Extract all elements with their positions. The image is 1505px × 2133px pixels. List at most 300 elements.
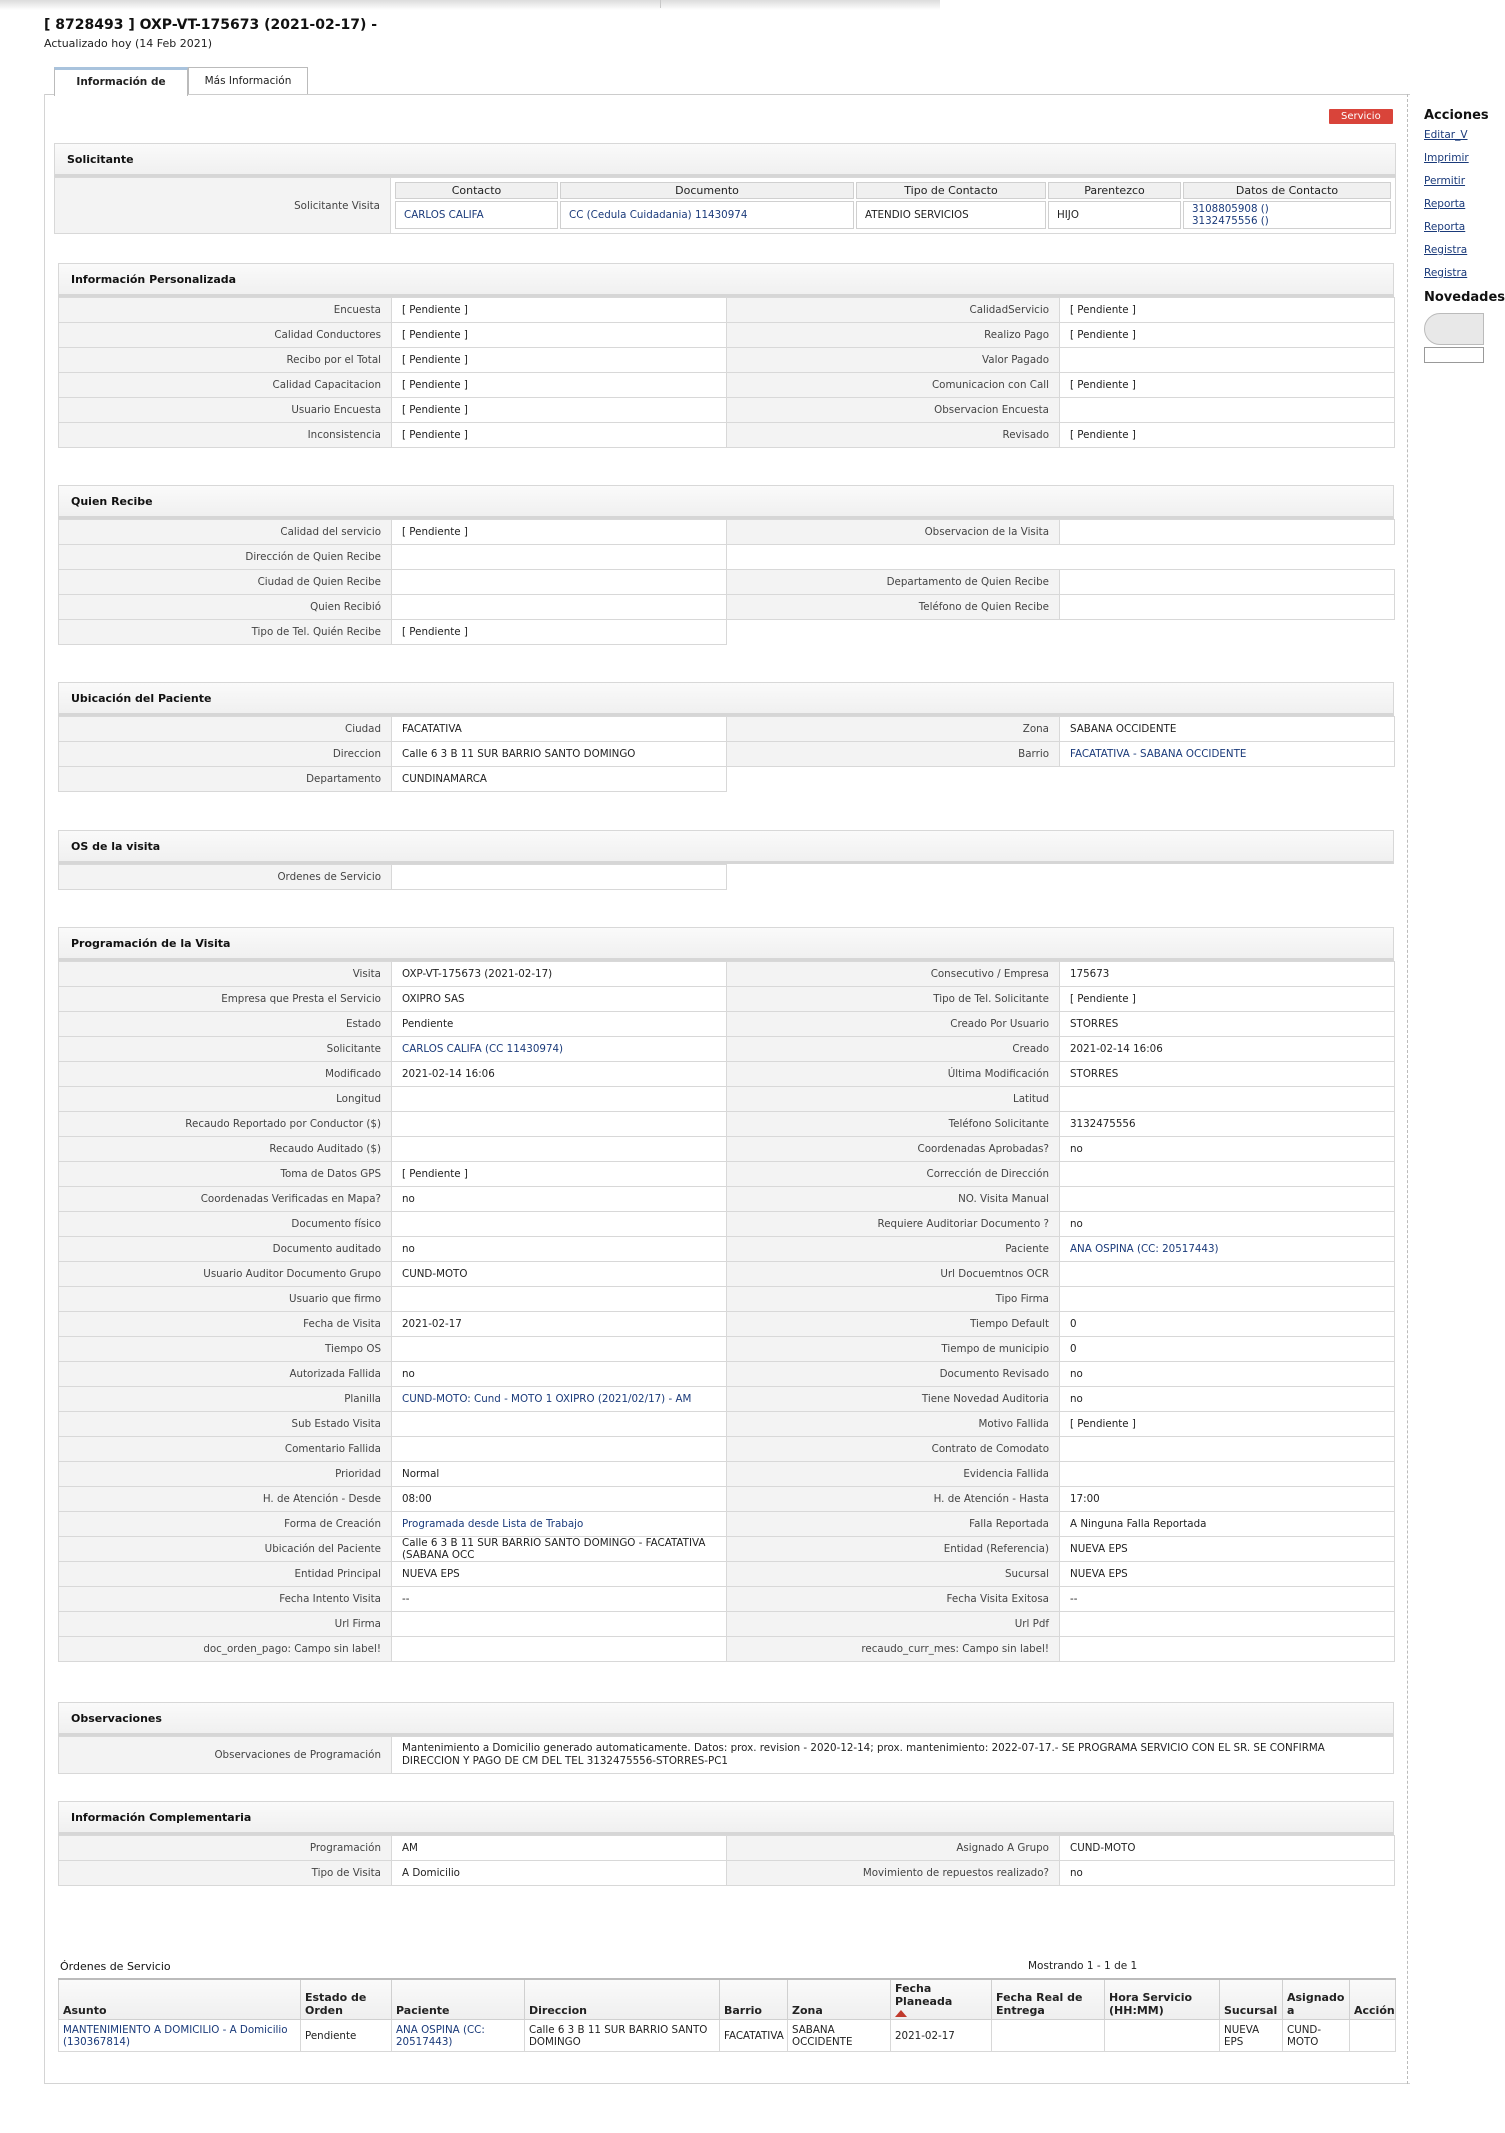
field-value[interactable]: [ Pendiente ] (392, 323, 727, 348)
field-value (392, 1212, 727, 1237)
field-value (392, 595, 727, 620)
field-label: Corrección de Dirección (727, 1162, 1060, 1187)
col-header-paciente[interactable]: Paciente (392, 1979, 525, 2020)
field-value: FACATATIVA (392, 717, 727, 742)
panel-divider (1407, 94, 1408, 2084)
field-value (1060, 1612, 1395, 1637)
field-label: Empresa que Presta el Servicio (59, 987, 392, 1012)
field-value: AM (392, 1836, 727, 1861)
field-label: Calidad Capacitacion (59, 373, 392, 398)
col-header-label: Fecha Planeada (895, 1982, 953, 2008)
field-value[interactable]: [ Pendiente ] (1060, 323, 1395, 348)
contact-phone-2[interactable]: 3132475556 () (1192, 215, 1269, 227)
field-label: Paciente (727, 1237, 1060, 1262)
order-zona: SABANA OCCIDENTE (788, 2020, 891, 2052)
field-label: Tiene Novedad Auditoria (727, 1387, 1060, 1412)
field-label: Autorizada Fallida (59, 1362, 392, 1387)
field-label: Estado (59, 1012, 392, 1037)
field-label: CalidadServicio (727, 298, 1060, 323)
section-observaciones (58, 1702, 1394, 1774)
field-value[interactable]: [ Pendiente ] (392, 373, 727, 398)
field-label: Tipo de Tel. Solicitante (727, 987, 1060, 1012)
field-value: CUNDINAMARCA (392, 767, 727, 792)
form-row (59, 570, 1395, 595)
col-header-fecha-planeada[interactable] (891, 1979, 992, 2020)
section-solicitante (54, 143, 1396, 234)
form-row (59, 767, 1395, 792)
field-value: no (1060, 1362, 1395, 1387)
section-title: OS de la visita (58, 830, 1394, 864)
form-row (59, 1637, 1395, 1662)
field-label: Observacion Encuesta (727, 398, 1060, 423)
field-label: Programación (59, 1836, 392, 1861)
form-row (59, 1312, 1395, 1337)
field-value: 17:00 (1060, 1487, 1395, 1512)
field-label: H. de Atención - Hasta (727, 1487, 1060, 1512)
field-value: 0 (1060, 1337, 1395, 1362)
form-row (59, 1462, 1395, 1487)
col-header-direccion[interactable]: Direccion (525, 1979, 720, 2020)
field-value: Calle 6 3 B 11 SUR BARRIO SANTO DOMINGO (392, 742, 727, 767)
page-updated: Actualizado hoy (14 Feb 2021) (44, 37, 212, 50)
field-value (1060, 1287, 1395, 1312)
field-label: Tiempo de municipio (727, 1337, 1060, 1362)
field-label: Ordenes de Servicio (59, 865, 392, 890)
field-label: Zona (727, 717, 1060, 742)
field-value[interactable]: FACATATIVA - SABANA OCCIDENTE (1060, 742, 1395, 767)
field-value (392, 1112, 727, 1137)
field-label: Sub Estado Visita (59, 1412, 392, 1437)
field-label: Inconsistencia (59, 423, 392, 448)
col-header: Datos de Contacto (1183, 182, 1391, 199)
top-separator (660, 0, 661, 8)
field-value: Normal (392, 1462, 727, 1487)
field-label: Fecha de Visita (59, 1312, 392, 1337)
actions-title: Acciones (1424, 108, 1489, 123)
col-header: Contacto (395, 182, 558, 199)
field-value (1060, 1187, 1395, 1212)
order-address: Calle 6 3 B 11 SUR BARRIO SANTO DOMINGO (525, 2020, 720, 2052)
field-label: Calidad del servicio (59, 520, 392, 545)
field-label: Quien Recibió (59, 595, 392, 620)
form-row (59, 595, 1395, 620)
field-label: Longitud (59, 1087, 392, 1112)
field-label: Tiempo Default (727, 1312, 1060, 1337)
quien-recibe-table (58, 519, 1395, 645)
orders-count: Mostrando 1 - 1 de 1 (1028, 1960, 1138, 1972)
field-value: STORRES (1060, 1012, 1395, 1037)
field-label: Asignado A Grupo (727, 1836, 1060, 1861)
contacts-table (393, 180, 1393, 231)
field-label: doc_orden_pago: Campo sin label! (59, 1637, 392, 1662)
field-label: Calidad Conductores (59, 323, 392, 348)
section-complementaria (58, 1801, 1394, 1886)
action-link-registra-2[interactable]: Registra (1424, 267, 1468, 279)
actions-links (1424, 129, 1467, 290)
field-value: CARLOS CALIFA (CC 11430974) (392, 1037, 727, 1062)
novedad-input[interactable] (1424, 347, 1484, 363)
field-value: Calle 6 3 B 11 SUR BARRIO SANTO DOMINGO - FACATATIVA (SABANA OCC (392, 1537, 727, 1562)
tab-mas-informacion[interactable]: Más Información (188, 67, 308, 94)
field-label: Documento Revisado (727, 1362, 1060, 1387)
field-label: Departamento de Quien Recibe (727, 570, 1060, 595)
contact-name[interactable]: CARLOS CALIFA (395, 201, 558, 229)
section-personalizada (58, 263, 1394, 448)
contacts-cell (391, 178, 1396, 234)
field-label: Comunicacion con Call (727, 373, 1060, 398)
orders-table (58, 1978, 1396, 2052)
order-patient-link[interactable]: ANA OSPINA (CC: 20517443) (392, 2020, 525, 2052)
field-label: Tipo Firma (727, 1287, 1060, 1312)
contact-type: ATENDIO SERVICIOS (856, 201, 1046, 229)
empty-cell (727, 620, 1395, 645)
field-label: Solicitante Visita (55, 178, 391, 234)
field-label: Toma de Datos GPS (59, 1162, 392, 1187)
field-label: Encuesta (59, 298, 392, 323)
field-value: A Domicilio (392, 1861, 727, 1886)
cloud-icon (1424, 313, 1484, 345)
field-value (1060, 595, 1395, 620)
section-title: Ubicación del Paciente (58, 682, 1394, 716)
contact-relation: HIJO (1048, 201, 1181, 229)
col-header-asignado[interactable]: Asignado a (1283, 1979, 1350, 2020)
field-label: Observaciones de Programación (59, 1737, 392, 1774)
field-value: 2021-02-14 16:06 (392, 1062, 727, 1087)
field-value (392, 1637, 727, 1662)
field-label: Ciudad (59, 717, 392, 742)
action-link-reporta-1[interactable]: Reporta (1424, 198, 1466, 210)
field-label: Creado (727, 1037, 1060, 1062)
programacion-table (58, 961, 1395, 1662)
field-value (1060, 1462, 1395, 1487)
order-sucursal: NUEVA EPS (1220, 2020, 1283, 2052)
field-label: Valor Pagado (727, 348, 1060, 373)
field-value: A Ninguna Falla Reportada (1060, 1512, 1395, 1537)
field-value[interactable]: [ Pendiente ] (1060, 298, 1395, 323)
field-value: SABANA OCCIDENTE (1060, 717, 1395, 742)
action-link-reporta-2[interactable]: Reporta (1424, 221, 1466, 233)
field-value: no (392, 1237, 727, 1262)
field-value: STORRES (1060, 1062, 1395, 1087)
field-value[interactable]: [ Pendiente ] (392, 423, 727, 448)
field-value: 08:00 (392, 1487, 727, 1512)
order-hora (1105, 2020, 1220, 2052)
action-link-imprimir[interactable]: Imprimir (1424, 152, 1469, 164)
sort-asc-icon (895, 2010, 907, 2017)
actions-sidebar (1424, 108, 1505, 363)
field-value (1060, 1087, 1395, 1112)
field-value (392, 1137, 727, 1162)
form-row (59, 1262, 1395, 1287)
field-label: Sucursal (727, 1562, 1060, 1587)
field-value: [ Pendiente ] (1060, 987, 1395, 1012)
field-label: Observacion de la Visita (727, 520, 1060, 545)
personalizada-table (58, 297, 1395, 448)
col-header-barrio[interactable]: Barrio (720, 1979, 788, 2020)
field-label: Revisado (727, 423, 1060, 448)
tab-informacion[interactable]: Información de (54, 67, 188, 96)
field-value (392, 1337, 727, 1362)
field-value: 0 (1060, 1312, 1395, 1337)
field-label: Departamento (59, 767, 392, 792)
section-title: Información Personalizada (58, 263, 1394, 297)
field-value: OXP-VT-175673 (2021-02-17) (392, 962, 727, 987)
form-row (59, 1836, 1395, 1861)
section-title: Quien Recibe (58, 485, 1394, 519)
field-value: CUND-MOTO (392, 1262, 727, 1287)
field-label: Evidencia Fallida (727, 1462, 1060, 1487)
field-value[interactable]: [ Pendiente ] (392, 620, 727, 645)
field-value[interactable]: [ Pendiente ] (392, 398, 727, 423)
orders-title: Órdenes de Servicio (60, 1960, 171, 1973)
contact-document: CC (Cedula Cuidadania) 11430974 (560, 201, 854, 229)
field-value (1060, 570, 1395, 595)
field-value (1060, 1162, 1395, 1187)
field-label: Fecha Visita Exitosa (727, 1587, 1060, 1612)
field-label: Coordenadas Verificadas en Mapa? (59, 1187, 392, 1212)
field-value: ANA OSPINA (CC: 20517443) (1060, 1237, 1395, 1262)
field-value: CUND-MOTO: Cund - MOTO 1 OXIPRO (2021/02/17) - AM (392, 1387, 727, 1412)
field-label: Movimiento de repuestos realizado? (727, 1861, 1060, 1886)
field-value (392, 865, 727, 890)
field-label: Dirección de Quien Recibe (59, 545, 392, 570)
form-row (59, 1412, 1395, 1437)
field-value: OXIPRO SAS (392, 987, 727, 1012)
form-row (59, 373, 1395, 398)
novedades-title: Novedades (1424, 290, 1505, 305)
field-label: Tipo de Tel. Quién Recibe (59, 620, 392, 645)
field-label: Documento físico (59, 1212, 392, 1237)
field-value: 2021-02-17 (392, 1312, 727, 1337)
col-header-estado[interactable]: Estado de Orden (301, 1979, 392, 2020)
os-visita-table (58, 864, 1394, 890)
page-title: [ 8728493 ] OXP-VT-175673 (2021-02-17) - (44, 17, 378, 33)
section-title: Observaciones (58, 1702, 1394, 1736)
field-label: Contrato de Comodato (727, 1437, 1060, 1462)
form-row (59, 1362, 1395, 1387)
form-row (59, 1187, 1395, 1212)
form-row (59, 398, 1395, 423)
top-shade (0, 0, 940, 10)
form-row (59, 298, 1395, 323)
field-value: no (1060, 1212, 1395, 1237)
form-row (59, 1012, 1395, 1037)
section-quien-recibe (58, 485, 1394, 645)
form-row (59, 545, 1395, 570)
field-value[interactable]: [ Pendiente ] (1060, 423, 1395, 448)
form-row (59, 1137, 1395, 1162)
field-value[interactable]: [ Pendiente ] (392, 520, 727, 545)
field-label: Forma de Creación (59, 1512, 392, 1537)
empty-cell (727, 767, 1395, 792)
field-value (392, 1087, 727, 1112)
col-header: Parentezco (1048, 182, 1181, 199)
form-row (59, 1287, 1395, 1312)
field-value (392, 1287, 727, 1312)
field-label: Teléfono Solicitante (727, 1112, 1060, 1137)
order-fecha-real (992, 2020, 1105, 2052)
section-programacion (58, 927, 1394, 1662)
field-value: NUEVA EPS (1060, 1562, 1395, 1587)
form-row (59, 1562, 1395, 1587)
field-label: Fecha Intento Visita (59, 1587, 392, 1612)
form-row (59, 1212, 1395, 1237)
form-row (59, 1162, 1395, 1187)
field-value (392, 1612, 727, 1637)
field-label: Falla Reportada (727, 1512, 1060, 1537)
field-label: Recibo por el Total (59, 348, 392, 373)
field-value: no (1060, 1387, 1395, 1412)
action-link-permitir[interactable]: Permitir (1424, 175, 1466, 187)
field-label: recaudo_curr_mes: Campo sin label! (727, 1637, 1060, 1662)
field-label: Última Modificación (727, 1062, 1060, 1087)
field-value: [ Pendiente ] (1060, 1412, 1395, 1437)
col-header-accion: Acción (1350, 1979, 1396, 2020)
field-value (392, 570, 727, 595)
section-title: Programación de la Visita (58, 927, 1394, 961)
field-value (392, 545, 727, 570)
contact-phone-1[interactable]: 3108805908 () (1192, 203, 1269, 215)
field-value: no (392, 1362, 727, 1387)
field-value: 175673 (1060, 962, 1395, 987)
field-label: Latitud (727, 1087, 1060, 1112)
col-header-hora[interactable]: Hora Servicio (HH:MM) (1105, 1979, 1220, 2020)
field-value (392, 1412, 727, 1437)
field-value (1060, 520, 1395, 545)
field-value (392, 1437, 727, 1462)
form-row (59, 1062, 1395, 1087)
empty-cell (727, 865, 1395, 890)
field-value (1060, 1437, 1395, 1462)
field-label: NO. Visita Manual (727, 1187, 1060, 1212)
section-ubicacion (58, 682, 1394, 792)
form-row (59, 323, 1395, 348)
form-row (59, 1612, 1395, 1637)
field-label: Realizo Pago (727, 323, 1060, 348)
col-header-asunto[interactable]: Asunto (59, 1979, 301, 2020)
form-row (59, 1112, 1395, 1137)
order-subject-link[interactable]: MANTENIMIENTO A DOMICILIO - A Domicilio (130367814) (59, 2020, 301, 2052)
field-label: Requiere Auditoriar Documento ? (727, 1212, 1060, 1237)
field-value (1060, 1637, 1395, 1662)
field-label: Entidad (Referencia) (727, 1537, 1060, 1562)
field-label: Recaudo Auditado ($) (59, 1137, 392, 1162)
field-value: no (1060, 1137, 1395, 1162)
field-label: Url Pdf (727, 1612, 1060, 1637)
field-value: NUEVA EPS (1060, 1537, 1395, 1562)
empty-cell (727, 545, 1395, 570)
field-label: Entidad Principal (59, 1562, 392, 1587)
ubicacion-table (58, 716, 1395, 792)
field-label: Usuario que firmo (59, 1287, 392, 1312)
form-row (59, 620, 1395, 645)
form-row (59, 348, 1395, 373)
col-header-sucursal[interactable]: Sucursal (1220, 1979, 1283, 2020)
observaciones-value: Mantenimiento a Domicilio generado automaticamente. Datos: prox. revision - 2020-12-14; prox. mantenimiento: 2022-07-17.- SE PROGRAMA SERVICIO CON EL SR. SE CONFIRMA DIRECCION Y PAGO DE CM DEL TEL 3132475556-STORRES-PC1 (392, 1737, 1394, 1774)
field-label: Comentario Fallida (59, 1437, 392, 1462)
section-title: Información Complementaria (58, 1801, 1394, 1835)
field-label: Motivo Fallida (727, 1412, 1060, 1437)
order-barrio: FACATATIVA (720, 2020, 788, 2052)
col-header-fecha-real[interactable]: Fecha Real de Entrega (992, 1979, 1105, 2020)
contact-data (1183, 201, 1391, 229)
field-label: Tipo de Visita (59, 1861, 392, 1886)
form-row (59, 865, 1395, 890)
form-row (59, 1537, 1395, 1562)
field-label: Visita (59, 962, 392, 987)
observaciones-table (58, 1736, 1394, 1774)
order-fecha-planeada: 2021-02-17 (891, 2020, 992, 2052)
field-label: Barrio (727, 742, 1060, 767)
form-row (59, 1512, 1395, 1537)
field-label: H. de Atención - Desde (59, 1487, 392, 1512)
form-row (59, 1237, 1395, 1262)
field-value[interactable]: [ Pendiente ] (392, 298, 727, 323)
col-header-zona[interactable]: Zona (788, 1979, 891, 2020)
field-value: no (392, 1187, 727, 1212)
field-value (1060, 348, 1395, 373)
field-value: Programada desde Lista de Trabajo (392, 1512, 727, 1537)
field-label: Ciudad de Quien Recibe (59, 570, 392, 595)
form-row (59, 520, 1395, 545)
action-link-registra-1[interactable]: Registra (1424, 244, 1468, 256)
form-row (59, 1861, 1395, 1886)
order-accion[interactable] (1350, 2020, 1396, 2052)
form-row (59, 987, 1395, 1012)
field-label: Modificado (59, 1062, 392, 1087)
form-row (59, 962, 1395, 987)
section-os-visita (58, 830, 1394, 890)
field-label: Url Docuemtnos OCR (727, 1262, 1060, 1287)
complementaria-table (58, 1835, 1395, 1886)
field-value: NUEVA EPS (392, 1562, 727, 1587)
field-value: [ Pendiente ] (392, 1162, 727, 1187)
field-value (1060, 1262, 1395, 1287)
form-row (59, 1437, 1395, 1462)
form-row (59, 742, 1395, 767)
form-row (59, 1737, 1394, 1774)
field-label: Recaudo Reportado por Conductor ($) (59, 1112, 392, 1137)
field-label: Usuario Auditor Documento Grupo (59, 1262, 392, 1287)
form-row (59, 1337, 1395, 1362)
solicitante-table (54, 177, 1396, 234)
form-row (59, 1037, 1395, 1062)
field-label: Documento auditado (59, 1237, 392, 1262)
field-label: Direccion (59, 742, 392, 767)
field-label: Ubicación del Paciente (59, 1537, 392, 1562)
field-value (1060, 398, 1395, 423)
form-row (59, 1587, 1395, 1612)
field-value: no (1060, 1861, 1395, 1886)
field-value: Pendiente (392, 1012, 727, 1037)
field-label: Prioridad (59, 1462, 392, 1487)
field-label: Consecutivo / Empresa (727, 962, 1060, 987)
field-label: Teléfono de Quien Recibe (727, 595, 1060, 620)
col-header: Documento (560, 182, 854, 199)
field-label: Planilla (59, 1387, 392, 1412)
col-header: Tipo de Contacto (856, 182, 1046, 199)
form-row (59, 717, 1395, 742)
form-row (59, 1387, 1395, 1412)
field-value: CUND-MOTO (1060, 1836, 1395, 1861)
field-label: Usuario Encuesta (59, 398, 392, 423)
field-label: Creado Por Usuario (727, 1012, 1060, 1037)
field-label: Url Firma (59, 1612, 392, 1637)
field-value[interactable]: [ Pendiente ] (392, 348, 727, 373)
field-value[interactable]: [ Pendiente ] (1060, 373, 1395, 398)
form-row (59, 1087, 1395, 1112)
action-link-editar[interactable]: Editar_V (1424, 129, 1468, 141)
